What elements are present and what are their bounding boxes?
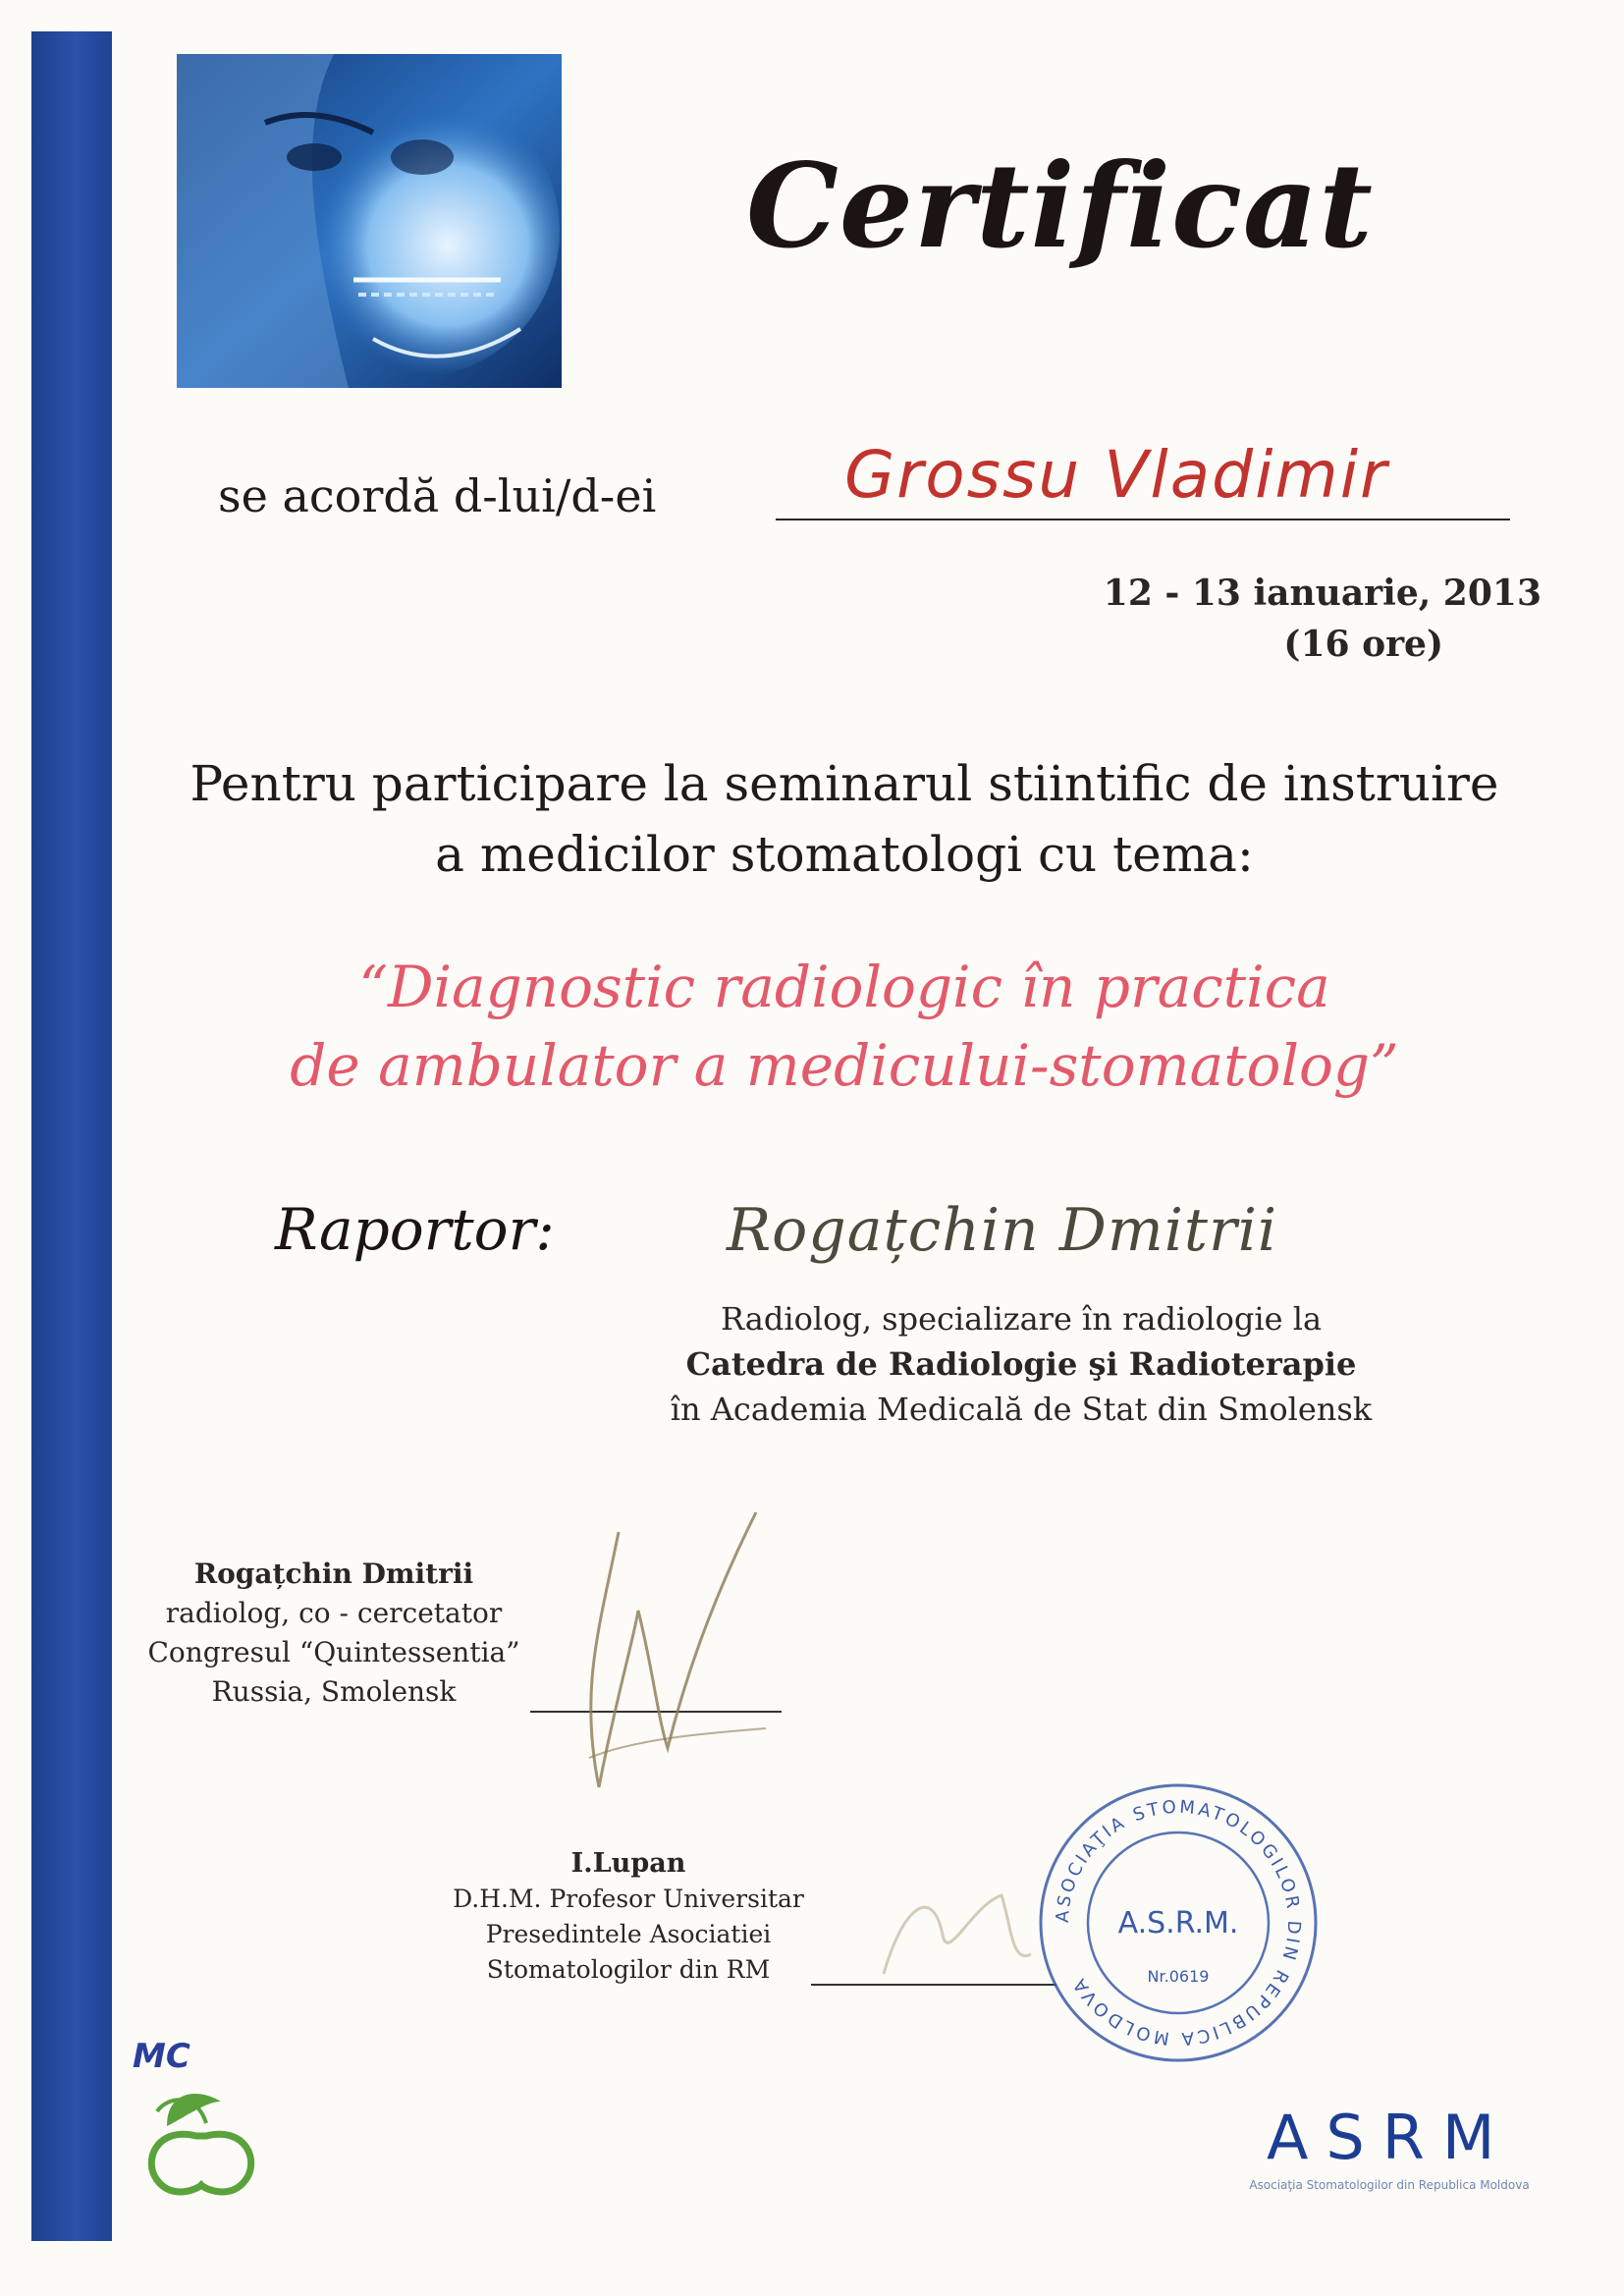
signature-1-mark xyxy=(560,1493,815,1807)
recipient-underline xyxy=(776,519,1510,520)
asrm-stamp xyxy=(1031,1776,1326,2070)
raportor-desc-line-3: în Academia Medicală de Stat din Smolensk xyxy=(670,1391,1373,1428)
mc-logo-text: MC xyxy=(133,2037,190,2076)
xray-face-image xyxy=(177,54,562,388)
date-block xyxy=(1080,568,1542,670)
topic-line-1: “Diagnostic radiologic în practica xyxy=(358,954,1330,1020)
signatory-1-line-3: Russia, Smolensk xyxy=(211,1675,457,1708)
signatory-2-name: I.Lupan xyxy=(570,1848,686,1879)
certificate-title: Certificat xyxy=(746,137,1374,274)
raportor-label: Raportor: xyxy=(275,1196,555,1263)
stamp-center-text: A.S.R.M. xyxy=(1117,1906,1239,1941)
raportor-desc-line-2: Catedra de Radiologie şi Radioterapie xyxy=(685,1345,1357,1383)
signatory-1-line-1: radiolog, co - cercetator xyxy=(165,1597,503,1629)
signatory-2-line-2: Presedintele Asociatiei xyxy=(485,1920,772,1948)
mc-apple-logo xyxy=(128,2033,285,2200)
intro-line-1: Pentru participare la seminarul stiintific de instruire xyxy=(189,755,1499,812)
raportor-description xyxy=(550,1296,1492,1432)
signatory-1-name: Rogațchin Dmitrii xyxy=(193,1558,474,1590)
recipient-name-handwritten: Grossu Vladimir xyxy=(844,437,1389,513)
award-label: se acordă d-lui/d-ei xyxy=(218,469,657,522)
asrm-logo: ASRM xyxy=(1267,2102,1513,2173)
intro-text xyxy=(157,748,1532,890)
seminar-hours: (16 ore) xyxy=(1283,624,1443,665)
stamp-ring-text: ASOCIAŢIA STOMATOLOGILOR DIN REPUBLICA MOLDOVA xyxy=(1052,1796,1305,2050)
signatory-2-line-3: Stomatologilor din RM xyxy=(486,1955,771,1984)
left-blue-stripe xyxy=(31,31,112,2241)
signatory-1-line-2: Congresul “Quintessentia” xyxy=(147,1636,520,1668)
raportor-desc-line-1: Radiolog, specializare în radiologie la xyxy=(720,1300,1323,1338)
intro-line-2: a medicilor stomatologi cu tema: xyxy=(435,826,1254,883)
asrm-logo-subtitle: Asociaţia Stomatologilor din Republica Moldova xyxy=(1249,2178,1530,2192)
raportor-name: Rogațchin Dmitrii xyxy=(727,1196,1278,1265)
seminar-topic xyxy=(157,948,1532,1105)
signatory-2 xyxy=(412,1846,844,1988)
stamp-number: Nr.0619 xyxy=(1147,1967,1210,1986)
topic-line-2: de ambulator a medicului-stomatolog” xyxy=(290,1032,1399,1099)
seminar-date: 12 - 13 ianuarie, 2013 xyxy=(1103,573,1542,614)
signatory-2-line-1: D.H.M. Profesor Universitar xyxy=(453,1885,804,1913)
signatory-1 xyxy=(118,1555,550,1712)
